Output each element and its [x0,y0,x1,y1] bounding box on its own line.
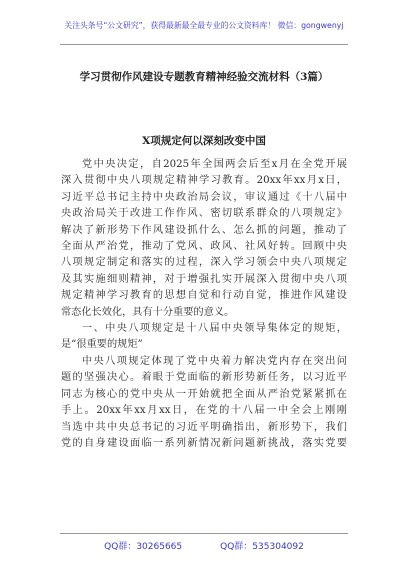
footer [0,539,408,552]
paragraph-line: 八项规定制定和落实的过程，深入学习领会中央八项规定 [61,257,347,269]
document-body [61,157,347,452]
paragraph-line: 全面从严治党，推动了党风、政风、社风好转。回顾中央 [61,241,347,253]
header-divider [60,44,348,45]
header-banner: 关注头条号“公文研究”，获得最新最全最专业的公文资料库！ 微信：gongwenyj [64,21,344,30]
paragraph-line: 解决了新形势下作风建设抓什么、怎么抓的问题，推动了 [61,224,347,236]
paragraph-line: 党中央决定，自2025年全国两会后至x月在全党开展 [82,159,347,170]
paragraph-line: 党的自身建设面临一系列新情况新问题新挑战，落实党要 [61,437,347,449]
paragraph-line: 及其实施细则精神，对于增强扎实开展深入贯彻中央八项 [61,273,347,285]
paragraph-line: 同志为核心的党中央从一开始就把全面从严治党紧紧抓在 [61,388,347,400]
heading-line: 是“很重要的规矩” [61,339,143,351]
paragraph-line: 深入贯彻中央八项规定精神学习教育。20xx年xx月x日， [61,175,347,187]
paragraph-line: 央政治局关于改进工作作风、密切联系群众的八项规定》 [61,208,347,220]
footer-qq-group-2: QQ群：535304092 [220,542,304,552]
paragraph-line: 规定精神学习教育的思想自觉和行动自觉，推进作风建设 [61,290,347,302]
footer-divider [60,533,348,534]
heading-line: 一、中央八项规定是十八届中央领导集体定的规矩， [82,323,347,335]
paragraph-line: 常态化长效化，具有十分重要的意义。 [61,306,235,318]
paragraph-line: 中央八项规定体现了党中央着力解决党内存在突出问 [82,355,347,367]
paragraph-line: 手上。20xx年xx月xx日，在党的十八届一中全会上刚刚 [61,405,347,417]
document-title: 学习贯彻作风建设专题教育精神经验交流材料（3篇） [79,71,329,83]
footer-qq-group-1: QQ群：30265665 [104,542,183,552]
paragraph-line: 习近平总书记主持中央政治局会议，审议通过《十八届中 [61,191,347,203]
paragraph-line: 当选中共中央总书记的习近平明确指出，新形势下，我们 [61,421,347,433]
paragraph-line: 题的坚强决心。着眼于党面临的新形势新任务，以习近平 [61,372,347,384]
section-title: X项规定何以深刻改变中国 [142,135,266,147]
